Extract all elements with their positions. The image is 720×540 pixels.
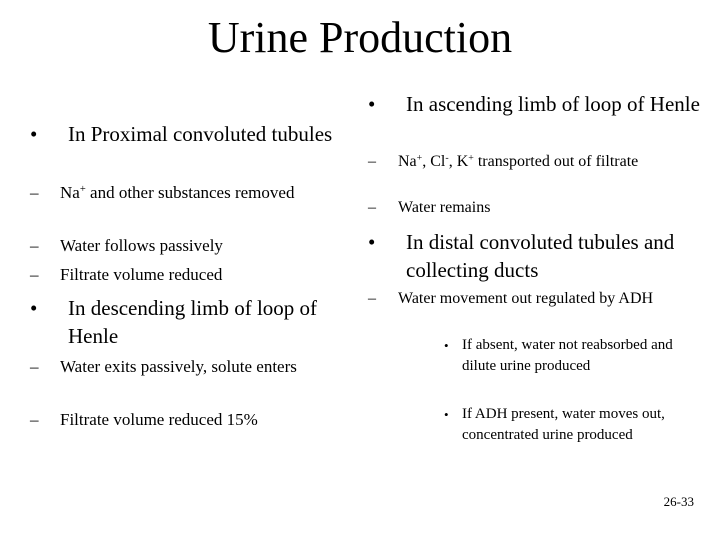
sodium-removed-text: and other substances removed xyxy=(85,183,295,202)
sub-bullet-ions-transported xyxy=(368,152,713,172)
sodium-symbol: Na xyxy=(398,153,417,170)
bullet-ascending-limb: • In ascending limb of loop of Henle xyxy=(368,90,713,118)
sub-bullet-water-follows: – Water follows passively xyxy=(30,235,350,257)
ion-separator: , xyxy=(448,153,457,170)
bullet-distal-tubules: • In distal convoluted tubules and collecting ducts xyxy=(368,228,713,284)
sub-sub-bullet-adh-absent: • If absent, water not reabsorbed and dilute urine produced xyxy=(438,335,692,377)
slide-title: Urine Production xyxy=(207,13,513,62)
sub-bullet-adh-regulation: – Water movement out regulated by ADH xyxy=(368,289,713,309)
sub-sub-bullet-adh-present: • If ADH present, water moves out, concentrated urine produced xyxy=(438,404,692,446)
sub-bullet-sodium-removed xyxy=(30,182,350,204)
potassium-symbol: K xyxy=(456,153,469,170)
chloride-charge: - xyxy=(445,152,449,164)
bullet-descending-limb: • In descending limb of loop of Henle xyxy=(30,294,350,350)
potassium-charge: + xyxy=(468,152,474,164)
slide-number: 26-33 xyxy=(663,494,694,509)
bullet-proximal-tubules: • In Proximal convoluted tubules xyxy=(30,120,350,148)
sub-bullet-water-exits: – Water exits passively, solute enters xyxy=(30,356,350,378)
ions-transported-text: transported out of filtrate xyxy=(473,153,639,170)
ion-separator: , xyxy=(422,153,431,170)
sodium-charge: + xyxy=(416,152,423,164)
sub-bullet-volume-reduced: – Filtrate volume reduced xyxy=(30,264,350,286)
sub-bullet-water-remains: – Water remains xyxy=(368,198,713,218)
sodium-symbol: Na xyxy=(60,183,80,202)
chloride-symbol: Cl xyxy=(430,153,446,170)
sub-bullet-volume-reduced-15: – Filtrate volume reduced 15% xyxy=(30,409,350,431)
sodium-charge: + xyxy=(79,184,86,196)
